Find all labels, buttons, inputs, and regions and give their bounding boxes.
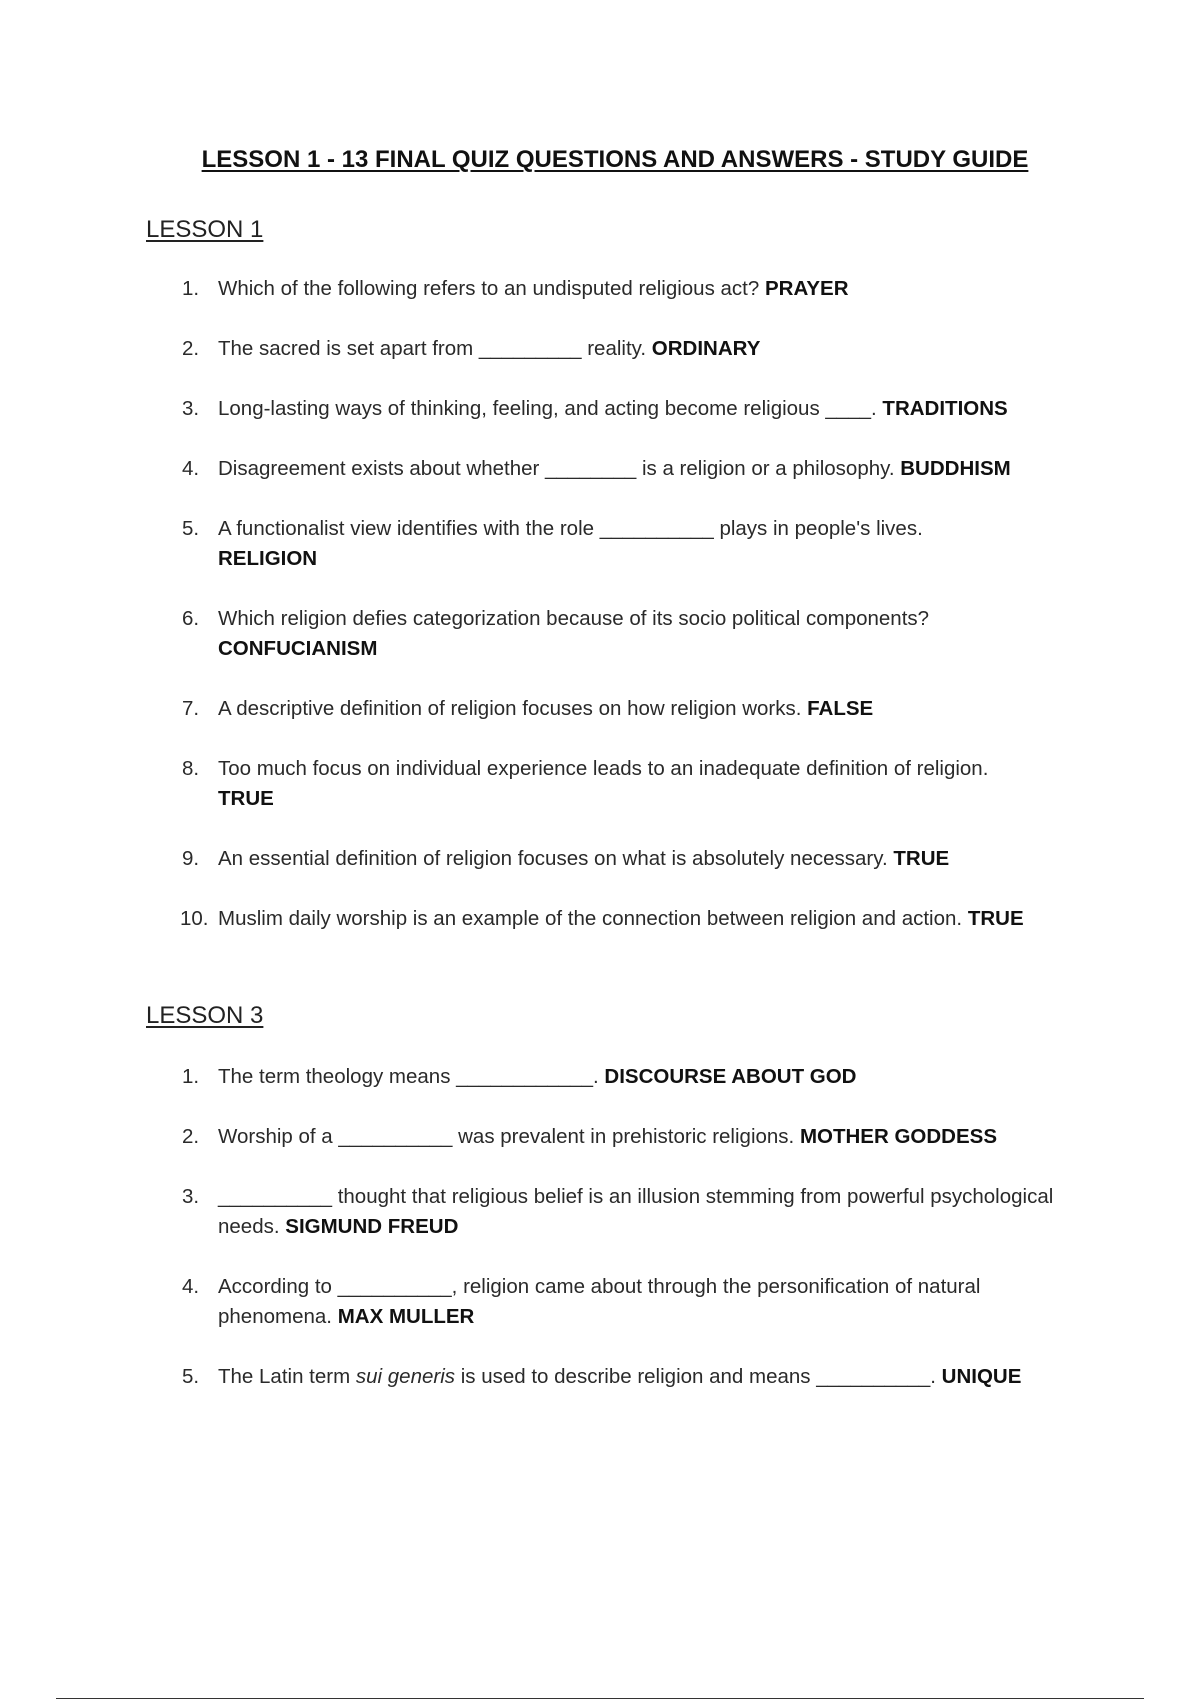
lesson-3-question-3 [180,1182,1100,1242]
question-number: 7. [182,697,200,720]
question-text-before: According to [218,1275,338,1298]
question-number: 4. [182,1275,200,1298]
question-text-before: Disagreement exists about whether [218,457,546,480]
lesson-1-question-list [180,274,1100,964]
lesson-1-question-10 [180,904,1100,934]
lesson-1-question-5 [180,514,1100,574]
question-answer: DISCOURSE ABOUT GOD [604,1065,857,1088]
question-text-before: Worship of a [218,1125,339,1148]
question-text-after: was prevalent in prehistoric religions. [452,1125,795,1148]
question-answer: UNIQUE [941,1365,1022,1388]
lesson-1-question-7 [180,694,1100,724]
question-answer: FALSE [807,697,874,720]
question-answer: ORDINARY [651,337,761,360]
lesson-1-heading: LESSON 1 [146,216,264,243]
question-text: A descriptive definition of religion focuses on how religion works. [218,697,802,720]
answer-blank: ________ [545,457,637,480]
question-text-before: The sacred is set apart from [218,337,479,360]
latin-term: sui generis [355,1365,456,1388]
lesson-3-question-list [180,1062,1100,1422]
question-number: 3. [182,1185,200,1208]
question-answer: TRUE [893,847,950,870]
question-answer: CONFUCIANISM [218,637,378,660]
question-number: 5. [182,1365,200,1388]
question-answer: PRAYER [764,277,849,300]
question-text-mid: is used to describe religion and means [455,1365,817,1388]
question-number: 9. [182,847,200,870]
question-text-after: thought that religious belief is an illusion stemming from powerful psychological needs. [218,1185,1054,1238]
lesson-1-question-6 [180,604,1100,664]
answer-blank: __________ [816,1365,931,1388]
question-number: 6. [182,607,200,630]
question-text-before: The term theology means [218,1065,457,1088]
lesson-1-question-3 [180,394,1100,424]
question-answer: BUDDHISM [900,457,1011,480]
question-number: 3. [182,397,200,420]
question-text: Which religion defies categorization because of its socio political components? [218,607,930,630]
question-number: 1. [182,1065,200,1088]
question-number: 1. [182,277,200,300]
lesson-1-question-9 [180,844,1100,874]
question-answer: RELIGION [218,547,318,570]
lesson-3-question-2 [180,1122,1100,1152]
question-answer: TRUE [967,907,1024,930]
question-answer: MOTHER GODDESS [799,1125,997,1148]
question-number: 10. [180,907,209,930]
question-text-after: . [871,397,877,420]
lesson-3-question-5 [180,1362,1100,1392]
question-text-after: . [592,1065,599,1088]
question-text: Muslim daily worship is an example of the connection between religion and action. [218,907,963,930]
question-text-before: The Latin term [218,1365,356,1388]
answer-blank: __________ [218,1185,333,1208]
question-answer: MAX MULLER [337,1305,475,1328]
question-number: 8. [182,757,200,780]
question-text-before: Long-lasting ways of thinking, feeling, and acting become religious [218,397,826,420]
lesson-3-heading: LESSON 3 [146,1002,264,1029]
question-answer: TRUE [218,787,274,810]
answer-blank: ____ [825,397,872,420]
question-text: Too much focus on individual experience leads to an inadequate definition of religion. [218,757,989,780]
question-text-after: . [930,1365,936,1388]
question-answer: SIGMUND FREUD [285,1215,459,1238]
question-number: 2. [182,1125,200,1148]
question-text: An essential definition of religion focuses on what is absolutely necessary. [218,847,888,870]
answer-blank: ____________ [456,1065,593,1088]
answer-blank: __________ [338,1125,453,1148]
question-number: 4. [182,457,200,480]
footer-divider [56,1698,1144,1699]
question-text-after: , religion came about through the personification of natural phenomena. [218,1275,981,1328]
lesson-1-question-4 [180,454,1100,484]
answer-blank: __________ [599,517,714,540]
answer-blank: __________ [337,1275,452,1298]
question-text-after: plays in people's lives. [713,517,923,540]
lesson-3-question-1 [180,1062,1100,1092]
document-title: LESSON 1 - 13 FINAL QUIZ QUESTIONS AND ANSWERS - STUDY GUIDE [201,146,1029,173]
lesson-1-question-8 [180,754,1100,814]
lesson-1-question-2 [180,334,1100,364]
answer-blank: _________ [478,337,582,360]
question-text-before: A functionalist view identifies with the role [218,517,600,540]
question-number: 5. [182,517,200,540]
question-answer: TRADITIONS [882,397,1008,420]
lesson-3-question-4 [180,1272,1100,1332]
question-text-after: reality. [581,337,647,360]
question-number: 2. [182,337,200,360]
question-text: Which of the following refers to an undisputed religious act? [218,277,760,300]
question-text-after: is a religion or a philosophy. [636,457,895,480]
lesson-1-question-1 [180,274,1100,304]
